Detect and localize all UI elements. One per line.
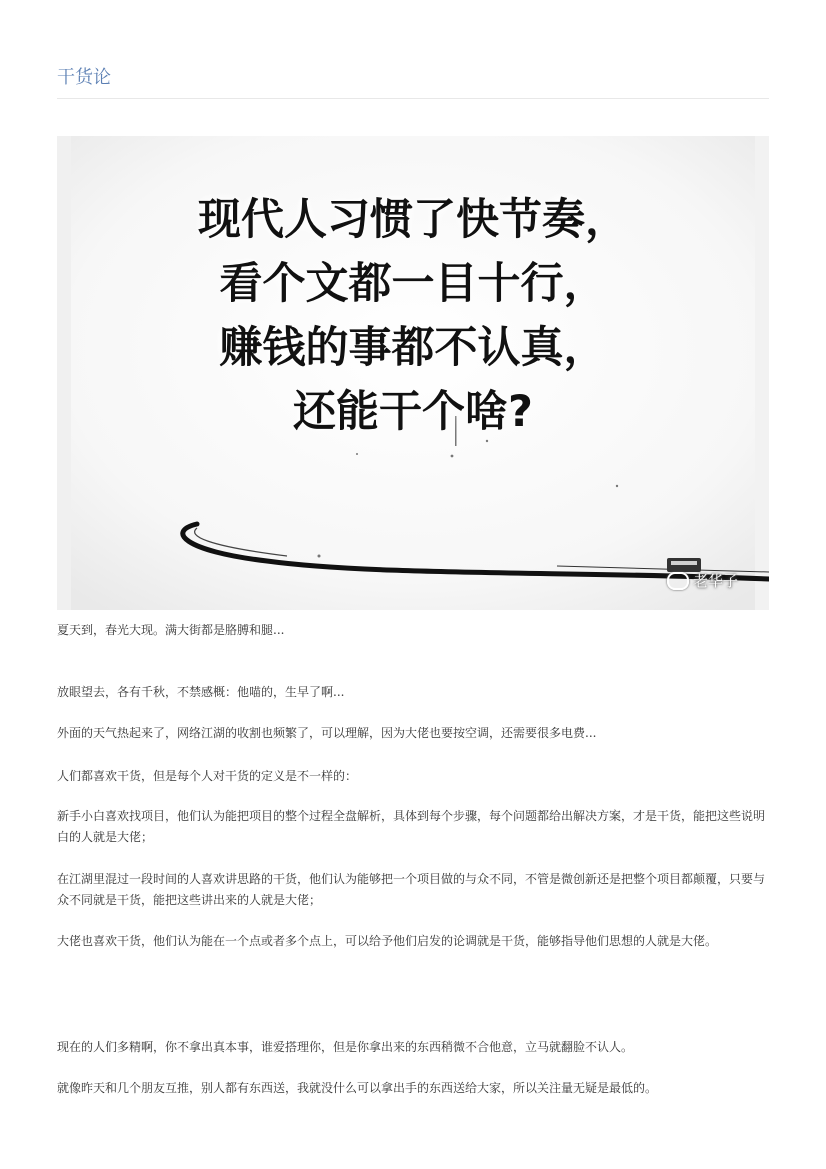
headline-line-3: 赚钱的事都不认真， bbox=[219, 323, 607, 373]
hero-headline bbox=[57, 188, 769, 444]
paragraph: 外面的天气热起来了，网络江湖的收割也频繁了，可以理解，因为大佬也要按空调，还需要很多电费... bbox=[57, 726, 597, 740]
paragraph: 就像昨天和几个朋友互推，别人都有东西送，我就没什么可以拿出手的东西送给大家，所以关注量无疑是最低的。 bbox=[57, 1081, 658, 1095]
headline-line-1: 现代人习惯了快节奏， bbox=[198, 195, 628, 245]
paragraph: 大佬也喜欢干货，他们认为能在一个点或者多个点上，可以给予他们启发的论调就是干货，能够指导他们思想的人就是大佬。 bbox=[57, 934, 718, 948]
paragraph: 在江湖里混过一段时间的人喜欢讲思路的干货，他们认为能够把一个项目做的与众不同，不管是微创新还是把整个项目都颠覆，只要与众不同就是干货，能把这些讲出来的人就是大佬； bbox=[57, 872, 766, 907]
paragraph: 现在的人们多精啊，你不拿出真本事，谁爱搭理你，但是你拿出来的东西稍微不合他意，立马就翻脸不认人。 bbox=[57, 1040, 634, 1054]
title-divider bbox=[57, 98, 769, 99]
watermark-text: 老华子 bbox=[693, 572, 739, 590]
paragraph: 人们都喜欢干货，但是每个人对干货的定义是不一样的： bbox=[57, 769, 358, 783]
headline-line-2: 看个文都一目十行， bbox=[219, 259, 607, 309]
paragraph: 新手小白喜欢找项目，他们认为能把项目的整个过程全盘解析，具体到每个步骤，每个问题都给出解决方案，才是干货，能把这些说明白的人就是大佬； bbox=[57, 809, 766, 844]
paragraph: 放眼望去，各有千秋，不禁感概：他喵的，生早了啊... bbox=[57, 685, 345, 699]
article-title: 干货论 bbox=[57, 67, 111, 88]
headline-line-4: 还能干个啥? bbox=[293, 387, 533, 437]
paragraph: 夏天到，春光大现。满大街都是胳膊和腿... bbox=[57, 623, 285, 637]
hero-image bbox=[57, 136, 769, 610]
wechat-icon bbox=[667, 572, 689, 590]
watermark bbox=[667, 570, 738, 591]
